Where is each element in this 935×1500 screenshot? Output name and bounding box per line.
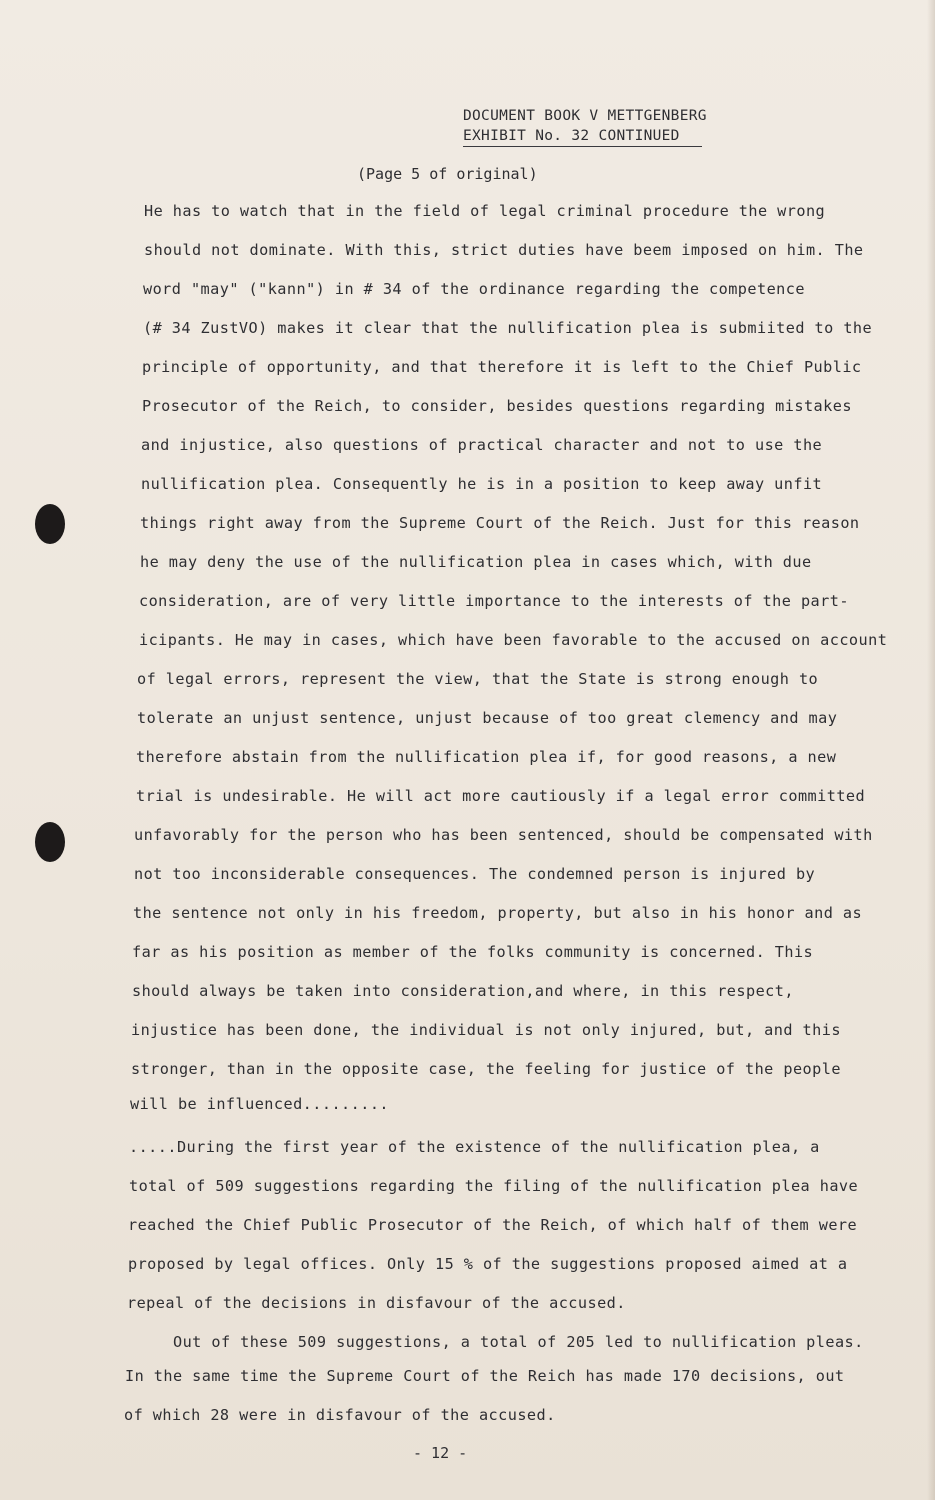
text-line: he may deny the use of the nullification plea in cases which, with due (140, 553, 812, 571)
document-book-header: DOCUMENT BOOK V METTGENBERG (463, 108, 707, 124)
text-line: stronger, than in the opposite case, the feeling for justice of the people (131, 1060, 841, 1078)
text-line: principle of opportunity, and that therefore it is left to the Chief Public (142, 358, 862, 376)
text-line: should always be taken into consideration,and where, in this respect, (132, 982, 794, 1000)
text-line: proposed by legal offices. Only 15 % of the suggestions proposed aimed at a (128, 1255, 848, 1273)
text-line: .....During the first year of the existence of the nullification plea, a (129, 1138, 820, 1156)
punch-hole-bottom (35, 822, 65, 862)
text-line: will be influenced......... (130, 1095, 390, 1113)
text-line: Out of these 509 suggestions, a total of 205 led to nullification pleas. (173, 1333, 864, 1351)
paper-edge-shadow (927, 0, 935, 1500)
text-line: nullification plea. Consequently he is in a position to keep away unfit (141, 475, 823, 493)
text-line: word "may" ("kann") in # 34 of the ordinance regarding the competence (143, 280, 805, 298)
original-page-reference: (Page 5 of original) (357, 165, 538, 183)
text-line: unfavorably for the person who has been sentenced, should be compensated with (134, 826, 873, 844)
page-number: - 12 - (413, 1444, 468, 1462)
text-line: therefore abstain from the nullification plea if, for good reasons, a new (136, 748, 837, 766)
exhibit-header: EXHIBIT No. 32 CONTINUED (463, 128, 702, 147)
text-line: things right away from the Supreme Court of the Reich. Just for this reason (140, 514, 860, 532)
text-line: He has to watch that in the field of legal criminal procedure the wrong (144, 202, 826, 220)
text-line: trial is undesirable. He will act more cautiously if a legal error committed (136, 787, 866, 805)
text-line: In the same time the Supreme Court of the Reich has made 170 decisions, out (125, 1367, 845, 1385)
text-line: reached the Chief Public Prosecutor of the Reich, of which half of them were (128, 1216, 858, 1234)
text-line: total of 509 suggestions regarding the filing of the nullification plea have (129, 1177, 859, 1195)
text-line: not too inconsiderable consequences. The condemned person is injured by (134, 865, 816, 883)
text-line: tolerate an unjust sentence, unjust because of too great clemency and may (137, 709, 838, 727)
text-line: should not dominate. With this, strict duties have beem imposed on him. The (144, 241, 864, 259)
text-line: of which 28 were in disfavour of the accused. (124, 1406, 556, 1424)
text-line: far as his position as member of the folks community is concerned. This (132, 943, 814, 961)
text-line: the sentence not only in his freedom, property, but also in his honor and as (133, 904, 863, 922)
text-line: of legal errors, represent the view, that the State is strong enough to (137, 670, 819, 688)
text-line: (# 34 ZustVO) makes it clear that the nullification plea is submiited to the (143, 319, 873, 337)
text-line: Prosecutor of the Reich, to consider, besides questions regarding mistakes (142, 397, 852, 415)
text-line: injustice has been done, the individual is not only injured, but, and this (131, 1021, 841, 1039)
text-line: repeal of the decisions in disfavour of the accused. (127, 1294, 626, 1312)
text-line: consideration, are of very little importance to the interests of the part- (139, 592, 849, 610)
text-line: icipants. He may in cases, which have been favorable to the accused on account (139, 631, 888, 649)
punch-hole-top (35, 504, 65, 544)
text-line: and injustice, also questions of practical character and not to use the (141, 436, 823, 454)
